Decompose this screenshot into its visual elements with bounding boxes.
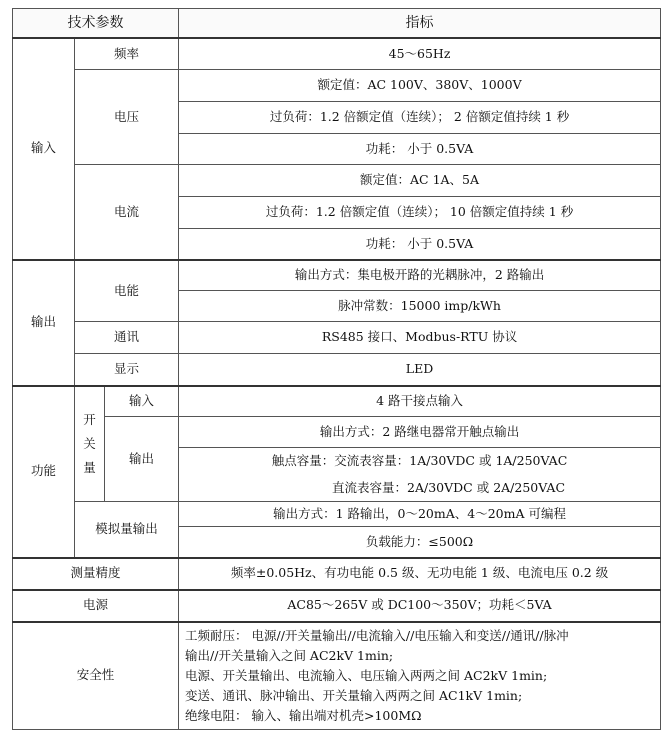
accuracy-label: 测量精度 [13, 558, 179, 590]
table-row [13, 70, 661, 102]
safety-line: 绝缘电阻： 输入、输出端对机壳>100MΩ [185, 707, 422, 723]
display-value: LED [179, 354, 661, 386]
current-label: 电流 [75, 165, 179, 260]
switch-contact-dc: 直流表容量：2A/30VDC 或 2A/250VAC [179, 475, 661, 502]
comm-label: 通讯 [75, 322, 179, 354]
table-row [13, 354, 661, 386]
table-row [13, 260, 661, 291]
header-indicator: 指标 [179, 9, 661, 38]
technical-parameters-table [12, 8, 661, 730]
spec-table-container [12, 8, 660, 734]
safety-value [179, 622, 661, 730]
table-row [13, 386, 661, 417]
voltage-label: 电压 [75, 70, 179, 165]
switch-label-char: 开 [83, 412, 96, 428]
power-supply-value: AC85～265V 或 DC100～350V；功耗＜5VA [179, 590, 661, 622]
power-supply-label: 电源 [13, 590, 179, 622]
analog-label: 模拟量输出 [75, 502, 179, 558]
group-output-label: 输出 [13, 260, 75, 386]
safety-label: 安全性 [13, 622, 179, 730]
switch-output-mode: 输出方式：2 路继电器常开触点输出 [179, 417, 661, 448]
table-row [13, 502, 661, 527]
energy-label: 电能 [75, 260, 179, 322]
switch-label-char: 关 [83, 435, 96, 451]
group-input-label: 输入 [13, 38, 75, 260]
table-row [13, 558, 661, 590]
switch-output-label: 输出 [105, 417, 179, 502]
current-overload: 过负荷：1.2 倍额定值（连续）； 10 倍额定值持续 1 秒 [179, 197, 661, 229]
frequency-label: 频率 [75, 38, 179, 70]
safety-line: 变送、通讯、脉冲输出、开关量输入两两之间 AC1kV 1min; [185, 687, 523, 703]
table-row [13, 38, 661, 70]
table-row [13, 622, 661, 730]
switch-input-label: 输入 [105, 386, 179, 417]
voltage-rated: 额定值：AC 100V、380V、1000V [179, 70, 661, 102]
table-row [13, 590, 661, 622]
table-header-row [13, 9, 661, 38]
switch-label [75, 386, 105, 502]
accuracy-value: 频率±0.05Hz、有功电能 0.5 级、无功电能 1 级、电流电压 0.2 级 [179, 558, 661, 590]
energy-mode: 输出方式：集电极开路的光耦脉冲，2 路输出 [179, 260, 661, 291]
table-row [13, 417, 661, 448]
table-row [13, 322, 661, 354]
header-parameter: 技术参数 [13, 9, 179, 38]
display-label: 显示 [75, 354, 179, 386]
switch-label-char: 量 [83, 459, 96, 475]
analog-mode: 输出方式：1 路输出，0～20mA、4～20mA 可编程 [179, 502, 661, 527]
voltage-overload: 过负荷：1.2 倍额定值（连续）； 2 倍额定值持续 1 秒 [179, 102, 661, 134]
current-power: 功耗： 小于 0.5VA [179, 229, 661, 260]
current-rated: 额定值：AC 1A、5A [179, 165, 661, 197]
safety-line: 工频耐压： 电源//开关量输出//电流输入//电压输入和变送//通讯//脉冲 [185, 627, 569, 643]
safety-line: 电源、开关量输出、电流输入、电压输入两两之间 AC2kV 1min; [185, 667, 548, 683]
energy-pulse: 脉冲常数：15000 imp/kWh [179, 291, 661, 322]
voltage-power: 功耗： 小于 0.5VA [179, 134, 661, 165]
group-function-label: 功能 [13, 386, 75, 558]
safety-line: 输出//开关量输入之间 AC2kV 1min; [185, 647, 394, 663]
frequency-value: 45～65Hz [179, 38, 661, 70]
table-row [13, 165, 661, 197]
comm-value: RS485 接口、Modbus-RTU 协议 [179, 322, 661, 354]
switch-input-value: 4 路干接点输入 [179, 386, 661, 417]
switch-contact-ac: 触点容量：交流表容量：1A/30VDC 或 1A/250VAC [179, 448, 661, 475]
analog-load: 负载能力：≤500Ω [179, 527, 661, 558]
